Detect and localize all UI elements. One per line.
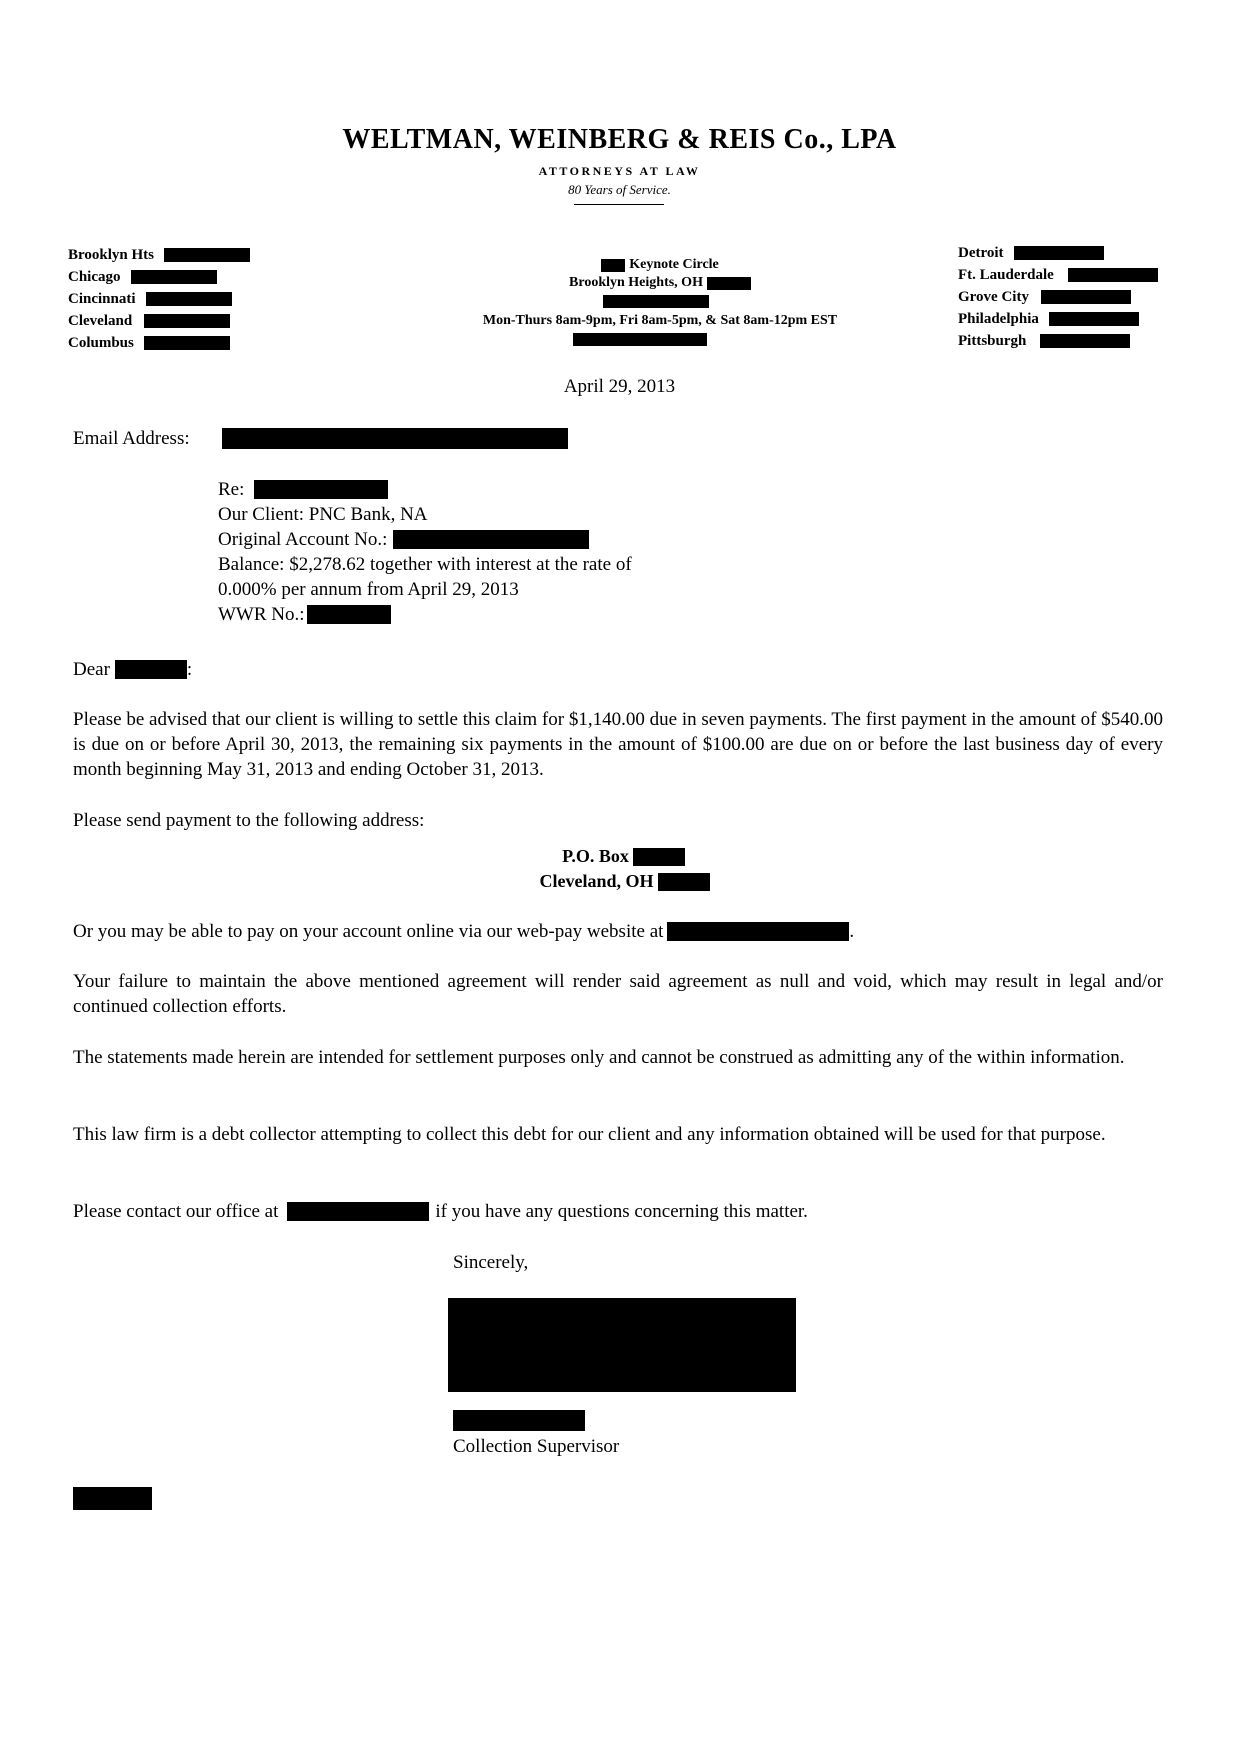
office-row bbox=[68, 288, 250, 310]
redaction bbox=[307, 605, 391, 624]
salutation-text: Dear bbox=[73, 659, 110, 680]
client-line: Our Client: PNC Bank, NA bbox=[218, 504, 428, 525]
redaction bbox=[1014, 246, 1104, 260]
account-label: Original Account No.: bbox=[218, 529, 388, 550]
online-payment-text: Or you may be able to pay on your account online via our web-pay website at bbox=[73, 921, 664, 942]
paragraph-contact bbox=[73, 1199, 808, 1224]
payment-address bbox=[0, 844, 1239, 894]
salutation-colon: : bbox=[186, 659, 193, 680]
office-name: Chicago bbox=[68, 269, 121, 285]
paragraph-payment-address: Please send payment to the following address: bbox=[73, 810, 425, 831]
office-name: Detroit bbox=[958, 245, 1004, 261]
salutation bbox=[73, 657, 192, 682]
redaction bbox=[1049, 312, 1139, 326]
redaction bbox=[601, 259, 625, 272]
firm-name: WELTMAN, WEINBERG & REIS Co., LPA bbox=[342, 124, 897, 155]
hq-address bbox=[380, 256, 940, 348]
redaction bbox=[1041, 290, 1131, 304]
office-name: Cleveland bbox=[68, 313, 133, 329]
redaction bbox=[131, 270, 217, 284]
office-name: Cincinnati bbox=[68, 291, 136, 307]
redaction bbox=[573, 333, 707, 346]
wwr-label: WWR No.: bbox=[218, 604, 305, 625]
po-city: Cleveland, OH bbox=[539, 871, 654, 891]
redaction bbox=[144, 336, 230, 350]
office-row bbox=[68, 310, 250, 332]
letter-date: April 29, 2013 bbox=[563, 376, 676, 397]
email-label: Email Address: bbox=[73, 428, 190, 449]
offices-left bbox=[68, 244, 250, 354]
redaction bbox=[633, 848, 685, 866]
signer-name-redaction bbox=[453, 1410, 585, 1431]
firm-tagline: 80 Years of Service. bbox=[568, 182, 671, 197]
signer-title: Collection Supervisor bbox=[453, 1436, 620, 1457]
hq-city: Brooklyn Heights, OH bbox=[569, 275, 703, 290]
tagline-divider bbox=[574, 204, 664, 205]
hq-street: Keynote Circle bbox=[629, 257, 719, 272]
hq-redaction-line bbox=[380, 330, 940, 348]
office-row bbox=[68, 244, 250, 266]
hq-hours-line bbox=[380, 312, 940, 330]
po-box-line bbox=[0, 844, 1239, 869]
redaction bbox=[287, 1202, 429, 1221]
redaction bbox=[115, 660, 187, 679]
balance-line-1: Balance: $2,278.62 together with interest at the rate of bbox=[218, 554, 632, 575]
redaction bbox=[393, 530, 589, 549]
office-name: Grove City bbox=[958, 289, 1029, 305]
office-name: Columbus bbox=[68, 335, 134, 351]
redaction bbox=[144, 314, 230, 328]
balance-line-2: 0.000% per annum from April 29, 2013 bbox=[218, 579, 519, 600]
po-city-line bbox=[0, 869, 1239, 894]
paragraph-settlement: Please be advised that our client is willing to settle this claim for $1,140.00 due in seven payments. The first payment in the amount of $540.00 is due on or before April 30, 2013, the remaining six payments in the amount of $100.00 are due on or before the last business day of every month beginning May 31, 2013 and ending October 31, 2013. bbox=[73, 709, 1163, 780]
hq-city-line bbox=[380, 274, 940, 292]
office-row bbox=[958, 242, 1158, 264]
po-box: P.O. Box bbox=[562, 846, 629, 866]
redaction bbox=[1040, 334, 1130, 348]
redaction bbox=[603, 295, 709, 308]
contact-text-start: Please contact our office at bbox=[73, 1201, 279, 1222]
hq-redaction-line bbox=[380, 292, 940, 310]
redaction bbox=[146, 292, 232, 306]
reference-code-redaction bbox=[73, 1487, 152, 1510]
office-row bbox=[68, 266, 250, 288]
redaction bbox=[1068, 268, 1158, 282]
email-redaction bbox=[222, 428, 568, 449]
re-block bbox=[218, 477, 632, 627]
office-row bbox=[958, 330, 1158, 352]
redaction bbox=[667, 922, 849, 941]
office-row bbox=[958, 286, 1158, 308]
redaction bbox=[658, 873, 710, 891]
office-name: Brooklyn Hts bbox=[68, 247, 154, 263]
closing: Sincerely, bbox=[453, 1252, 529, 1273]
office-name: Ft. Lauderdale bbox=[958, 267, 1054, 283]
redaction bbox=[254, 480, 388, 499]
paragraph-online-payment bbox=[73, 919, 854, 944]
wwr-line bbox=[218, 602, 632, 627]
paragraph-agreement-failure: Your failure to maintain the above mentioned agreement will render said agreement as null and void, which may result in legal and/or continued collection efforts. bbox=[73, 971, 1163, 1017]
hq-street-line bbox=[380, 256, 940, 274]
hq-hours: Mon-Thurs 8am-9pm, Fri 8am-5pm, & Sat 8am-12pm EST bbox=[482, 313, 838, 328]
office-name: Pittsburgh bbox=[958, 333, 1027, 349]
re-label: Re: bbox=[218, 479, 245, 500]
paragraph-debt-collector: This law firm is a debt collector attempting to collect this debt for our client and any information obtained will be used for that purpose. bbox=[73, 1124, 1106, 1145]
office-row bbox=[68, 332, 250, 354]
online-payment-period: . bbox=[849, 921, 855, 942]
office-row bbox=[958, 264, 1158, 286]
offices-right bbox=[958, 242, 1158, 352]
redaction bbox=[164, 248, 250, 262]
redaction bbox=[707, 277, 751, 290]
contact-text-end: if you have any questions concerning this matter. bbox=[435, 1201, 808, 1222]
paragraph-settlement-purposes: The statements made herein are intended for settlement purposes only and cannot be construed as admitting any of the within information. bbox=[73, 1047, 1125, 1068]
office-row bbox=[958, 308, 1158, 330]
office-name: Philadelphia bbox=[958, 311, 1039, 327]
account-line bbox=[218, 527, 632, 552]
signature-redaction bbox=[448, 1298, 796, 1392]
firm-subtitle: ATTORNEYS AT LAW bbox=[538, 164, 701, 178]
re-line bbox=[218, 477, 632, 502]
